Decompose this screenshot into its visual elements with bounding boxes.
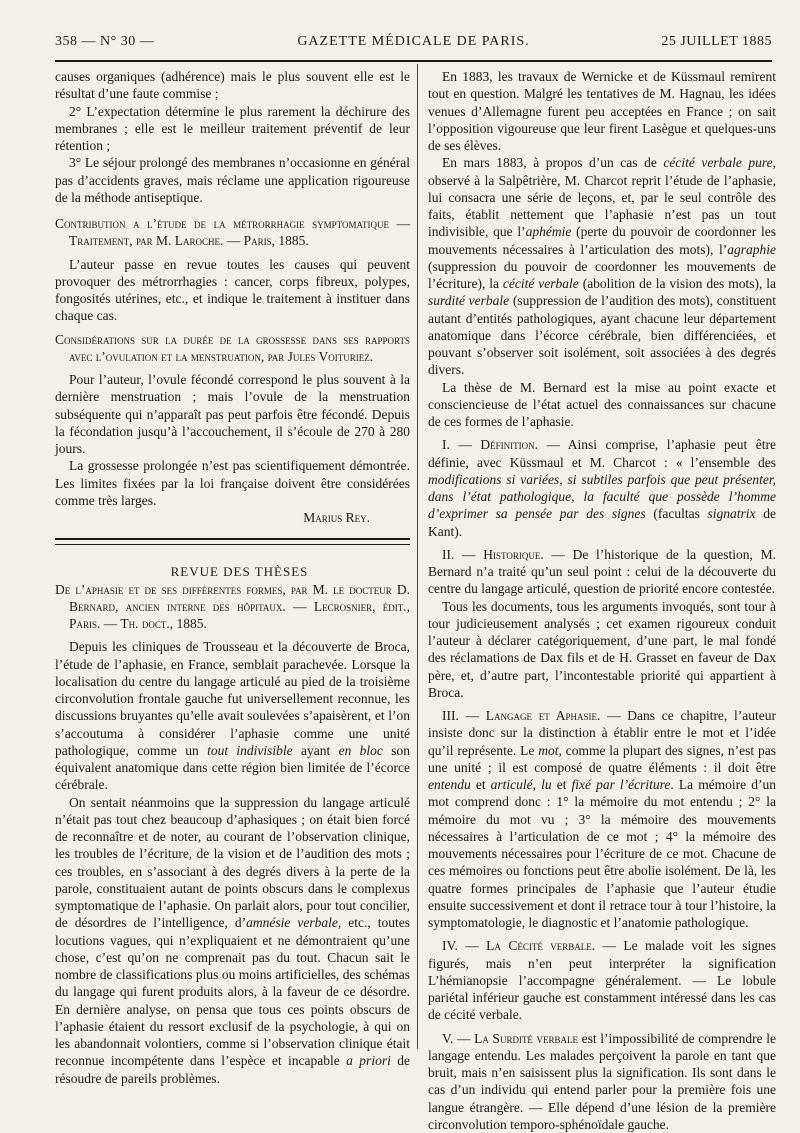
right-column [428,68,776,1133]
entry-title: Contribution a l’étude de la métrorrhagie symptomatique — Traitement, par M. Laroche. — Paris, 1885. [55,215,410,250]
section-surdite: V. — La Surdité verbale est l’impossibilité de comprendre le langage entendu. Les malades perçoivent la parole en tant que bruit, mais n’en saisissent plus la signification. Ils sont dans le cas d’un individu qui entend parler pour la première fois une langue étrangère. — Elle dépend d’une lésion de la première circonvolution temporo-sphénoïdale gauche. [428,1030,776,1133]
column-divider [417,64,418,1049]
paragraph: L’auteur passe en revue toutes les causes qui peuvent provoquer des métrorrhagies : cancer, corps fibreux, polypes, fongosités utérines, etc., et indique le traitement à instituer dans chaque cas. [55,256,410,325]
paragraph: La grossesse prolongée n’est pas scientifiquement démontrée. Les limites fixées par la loi française doivent être considérées comme très larges. [55,457,410,509]
section-cecite: IV. — La Cécité verbale. — Le malade voit les signes figurés, mais n’en peut interpréter la signification L’hémianopsie l’accompagne généralement. — Le lobule pariétal inférieur gauche est constamment intéressé dans les cas de cécité verbale. [428,937,776,1023]
signature: Marius Rey. [55,509,410,526]
journal-title: GAZETTE MÉDICALE DE PARIS. [55,34,772,50]
header-rule [55,60,772,62]
left-column [55,68,410,1087]
issue-date: 25 JUILLET 1885 [661,34,772,50]
paragraph: On sentait néanmoins que la suppression du langage articulé n’était pas tout chez beaucoup d’aphasiques ; on était bien forcé de reconnaître et de noter, au courant de l’observation clinique, les troubles de l’écriture, de la vision et de l’audition des mots ; ces troubles, en s’associant à des degrés divers à la perte de la parole, constituaient autant de points obscurs dans le complexus symptomatique de l’aphasie. On parlait alors, pour tout concilier, de désordres de l’intelligence, d’amnésie verbale, etc., toutes locutions vagues, qui n’expliquaient et ne démontraient qu’une chose, c’est qu’on ne comprenait pas du tout. Chacun sait le nombre de classifications plus ou moins artificielles, des schémas du langage qui furent produits alors, à la faveur de ce désordre. En dernière analyse, on pensa que tous ces points obscurs de l’aphasie étaient du ressort exclusif de la psychologie, à qui on les abandonnait volontiers, comme si l’observation clinique était reconnue incompétente dans l’espèce et incapable a priori de résoudre de pareils problèmes. [55,794,410,1087]
section-historique: II. — Historique. — De l’historique de la question, M. Bernard n’a traité qu’un seul point : celui de la découverte du centre du langage articulé, question de priorité encore contestée. [428,546,776,598]
paragraph: Depuis les cliniques de Trousseau et la découverte de Broca, l’étude de l’aphasie, en France, semblait parachevée. Lorsque la localisation du centre du langage articulé au pied de la troisième circonvolution frontale gauche fut universellement reconnue, les discussions bruyantes qu’elle avait soulevées s’apaisèrent, et l’on s’accoutuma à considérer l’aphasie comme une unité pathologique, comme un tout indivisible ayant en bloc son équivalent anatomique dans cette région bien limitée de l’écorce cérébrale. [55,638,410,793]
page-header [55,34,772,56]
paragraph: 2° L’expectation détermine le plus rarement la déchirure des membranes ; elle est le meilleur traitement préventif de leur rétention ; [55,103,410,155]
paragraph: 3° Le séjour prolongé des membranes n’occasionne en général pas d’accidents graves, mais réclame une application rigoureuse de la méthode antiseptique. [55,154,410,206]
these-title: De l’aphasie et de ses différentes formes, par M. le docteur D. Bernard, ancien interne des hôpitaux. — Lecrosnier, édit., Paris. — Th. doct., 1885. [55,581,410,633]
paragraph: Pour l’auteur, l’ovule fécondé correspond le plus souvent à la dernière menstruation ; mais l’ovule de la menstruation subséquente qui n’apparaît pas peut parfois être fécondé. Depuis la fécondation jusqu’à l’accouchement, il s’écoule de 270 à 280 jours. [55,371,410,457]
section-langage: III. — Langage et Aphasie. — Dans ce chapitre, l’auteur insiste donc sur la distinction à établir entre le mot et l’idée qu’il représente. Le mot, comme la plupart des signes, n’est pas une unité ; il est composé de quatre éléments : il doit être entendu et articulé, lu et fixé par l’écriture. La mémoire d’un mot comprend donc : 1° la mémoire du mot entendu ; 2° la mémoire du mot vu ; 3° la mémoire des mouvements nécessaires à l’articulation de ce mot ; 4° la mémoire des mouvements nécessaires pour l’écriture de ce mot. Chacune de ces mémoires ou fonctions peut être abolie isolément. De là, les quatre formes principales de l’aphasie que l’auteur étudie ensuite successivement et dont il retrace tour à tour l’histoire, la symptomatologie, le diagnostic et l’anatomie pathologique. [428,707,776,931]
section-definition: I. — Définition. — Ainsi comprise, l’aphasie peut être définie, avec Küssmaul et M. Charcot : « l’ensemble des modifications si variées, si subtiles parfois que peut présenter, dans l’état pathologique, la faculté que possède l’homme d’exprimer sa pensée par des signes (facultas signatrix de Kant). [428,436,776,540]
paragraph: Tous les documents, tous les arguments invoqués, sont tour à tour judicieusement analysés ; cet examen rigoureux conduit l’auteur à déclarer catégoriquement, d’une part, le mal fondé des réclamations de Dax fils et de H. Grasset en faveur de Dax père, et, d’autre part, l’incontestable priorité qui appartient à Broca. [428,598,776,702]
paragraph: La thèse de M. Bernard est la mise au point exacte et consciencieuse de l’état actuel des connaissances sur chacune de ces formes de l’aphasie. [428,379,776,431]
page-number: 358 — N° 30 — [55,34,154,50]
paragraph: En 1883, les travaux de Wernicke et de Küssmaul remirent tout en question. Malgré les tentatives de M. Hagnau, les idées venues d’Allemagne furent peu acceptées en France ; on sait l’opposition vigoureuse que leur firent Lasègue et quelques-uns de ses élèves. [428,68,776,154]
section-separator [55,538,410,545]
paragraph: causes organiques (adhérence) mais le plus souvent elle est le résultat d’une faute commise ; [55,68,410,103]
entry-title: Considérations sur la durée de la grossesse dans ses rapports avec l’ovulation et la menstruation, par Jules Voituriez. [55,331,410,366]
paragraph: En mars 1883, à propos d’un cas de cécité verbale pure, observé à la Salpêtrière, M. Charcot reprit l’étude de l’aphasie, lui consacra une série de leçons, et, par le seul contrôle des faits, établit nettement que l’aphasie n’est pas un tout indivisible, que l’aphémie (perte du pouvoir de coordonner les mouvements nécessaires à l’articulation des mots), l’agraphie (suppression du pouvoir de coordonner les mouvements de l’écriture), la cécité verbale (abolition de la vision des mots), la surdité verbale (suppression de l’audition des mots), constituent autant d’entités pathologiques, ayant chacune leur département anatomique dans l’écorce cérébrale, bien différenciées, et pouvant s’observer soit isolément, soit associées à des degrés divers. [428,154,776,378]
section-title: REVUE DES THÈSES [55,563,410,580]
